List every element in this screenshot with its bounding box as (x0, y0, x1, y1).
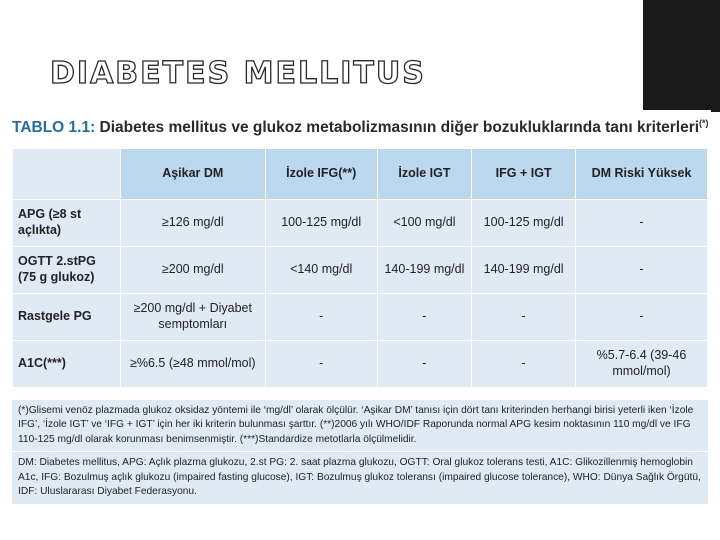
table-cell: - (265, 294, 377, 341)
table-cell: - (377, 294, 472, 341)
table-notes (12, 400, 708, 504)
footnote-text: (*)Glisemi venöz plazmada glukoz oksidaz yöntemi ile ‘mg/dl’ olarak ölçülür. ‘Aşikar DM’ tanısı için dört tanı kriterinden herhangi birisi yeterli iken ‘İzole IFG’, ‘İzole IGT’ ve ‘IFG + IGT’ için her iki kriterin bulunması şarttır. (**)2006 yılı WHO/IDF Raporunda normal APG kesim noktasının 110 mg/dl ve IFG 110-125 mg/dl olarak korunması benimsenmiştir. (***)Standardize metotlarla ölçülmelidir. (12, 400, 708, 452)
row-label: A1C(***) (13, 341, 121, 388)
table-cell: %5.7-6.4 (39-46 mmol/mol) (576, 341, 708, 388)
header-cell-ifg-igt: IFG + IGT (472, 149, 576, 200)
header-cell-izole-ifg: İzole IFG(**) (265, 149, 377, 200)
table-cell: 140-199 mg/dl (377, 247, 472, 294)
table-cell: 100-125 mg/dl (472, 200, 576, 247)
table-cell: <100 mg/dl (377, 200, 472, 247)
table-cell: - (472, 341, 576, 388)
caption-text: Diabetes mellitus ve glukoz metabolizmasının diğer bozukluklarında tanı kriterleri (95, 119, 700, 137)
table-cell: - (576, 247, 708, 294)
table-row (13, 200, 708, 247)
table-caption (12, 118, 709, 137)
table-cell: 140-199 mg/dl (472, 247, 576, 294)
header-row (13, 149, 708, 200)
header-cell-dm-riski: DM Riski Yüksek (576, 149, 708, 200)
dark-corner-strip (643, 0, 720, 112)
table-cell: - (265, 341, 377, 388)
row-label: Rastgele PG (13, 294, 121, 341)
table-cell: 100-125 mg/dl (265, 200, 377, 247)
row-label: OGTT 2.stPG (75 g glukoz) (13, 247, 121, 294)
table-cell: - (576, 294, 708, 341)
table-panel (4, 110, 711, 530)
criteria-table (12, 148, 708, 388)
table-cell: ≥200 mg/dl + Diyabet semptomları (120, 294, 265, 341)
table-row (13, 294, 708, 341)
caption-sup: (*) (699, 118, 709, 128)
header-cell-asikar-dm: Aşikar DM (120, 149, 265, 200)
table-cell: - (576, 200, 708, 247)
row-label: APG (≥8 st açlıkta) (13, 200, 121, 247)
slide-title: DIABETES MELLITUS (50, 56, 426, 91)
table-cell: ≥126 mg/dl (120, 200, 265, 247)
abbreviations-text: DM: Diabetes mellitus, APG: Açlık plazma glukozu, 2.st PG: 2. saat plazma glukozu, OGTT: Oral glukoz tolerans testi, A1C: Glikozillenmiş hemoglobin A1c, IFG: Bozulmuş açlık glukozu (impaired fasting glucose), IGT: Bozulmuş glukoz toleransı (impaired glucose tolerance), WHO: Dünya Sağlık Örgütü, IDF: Uluslararası Diyabet Federasyonu. (18, 457, 701, 498)
table-cell: - (377, 341, 472, 388)
table-cell: <140 mg/dl (265, 247, 377, 294)
table-cell: - (472, 294, 576, 341)
header-cell-empty (13, 149, 121, 200)
table-cell: ≥%6.5 (≥48 mmol/mol) (120, 341, 265, 388)
table-row (13, 341, 708, 388)
table-row (13, 247, 708, 294)
caption-prefix: TABLO 1.1: (12, 119, 96, 137)
table-cell: ≥200 mg/dl (120, 247, 265, 294)
header-cell-izole-igt: İzole IGT (377, 149, 472, 200)
